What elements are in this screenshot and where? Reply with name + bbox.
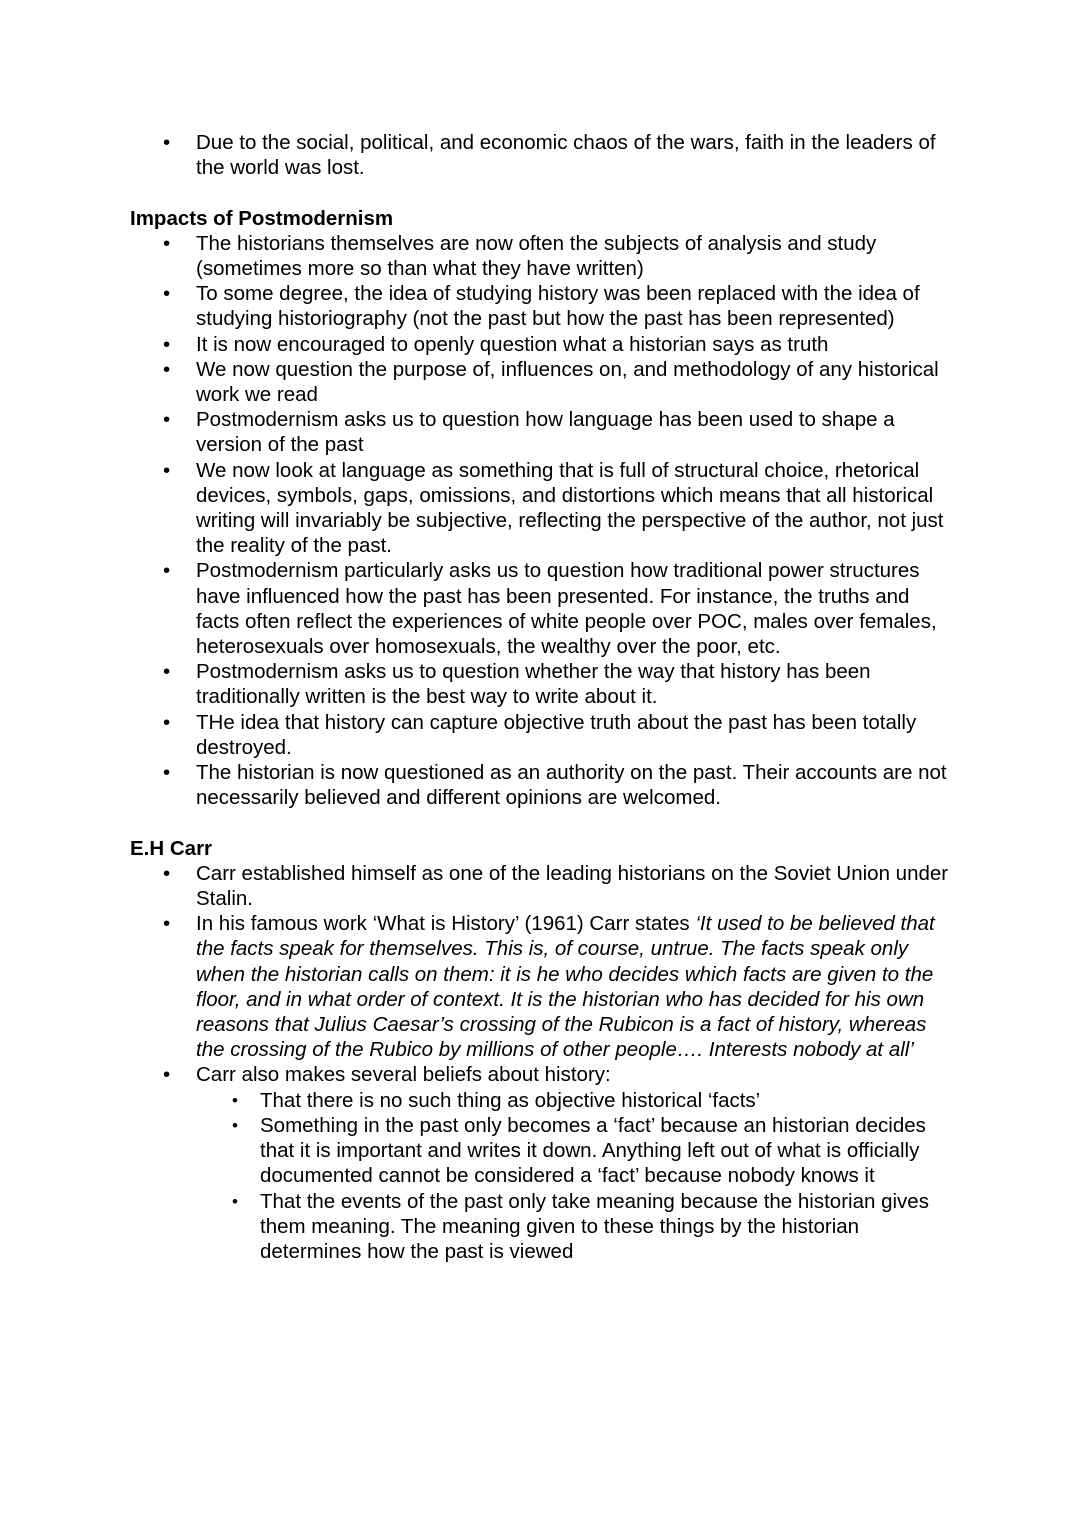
bullet-icon: • [163,660,171,684]
bullet-icon: • [163,458,171,482]
bullet-icon: • [163,912,171,936]
document-body [130,130,958,1264]
list-item [130,760,958,810]
sub-list-item-text: That there is no such thing as objective historical ‘facts’ [260,1088,761,1112]
section-heading-eh-carr: E.H Carr [130,836,213,860]
list-item [130,130,958,180]
list-item [130,710,958,760]
list-item-text: Postmodernism asks us to question how language has been used to shape a version of the past [196,408,895,457]
list-item [130,458,958,559]
sub-list-item [196,1088,958,1113]
list-item-text: The historians themselves are now often the subjects of analysis and study (sometimes more so than what they have written) [196,231,877,280]
bullet-icon: • [163,231,171,255]
list-item-text: Postmodernism particularly asks us to question how traditional power structures have influenced how the past has been presented. For instance, the truths and facts often reflect the experiences of white people over POC, males over females, heterosexuals over homosexuals, the wealthy over the poor, etc. [196,559,937,659]
list-item [130,659,958,709]
bullet-icon: • [163,131,171,154]
list-item-text: It is now encouraged to openly question what a historian says as truth [196,332,829,356]
paragraph-spacer [130,810,958,835]
list-item-text: THe idea that history can capture objective truth about the past has been totally destroyed. [196,710,917,759]
bullet-icon: • [163,332,171,356]
list-item-carr-quote [130,911,958,1062]
bullet-icon: • [163,861,171,885]
bullet-icon: • [232,1090,238,1110]
bullet-icon: • [163,559,171,583]
list-item [130,357,958,407]
list-item-text: Due to the social, political, and economic chaos of the wars, faith in the leaders of the world was lost. [196,131,936,180]
eh-carr-bullet-list [130,861,958,1264]
list-item [130,558,958,659]
list-item-text: Postmodernism asks us to question whether the way that history has been traditionally written is the best way to write about it. [196,660,871,709]
carr-beliefs-sub-list [196,1088,958,1264]
list-item-text: The historian is now questioned as an authority on the past. Their accounts are not necessarily believed and different opinions are welcomed. [196,761,947,810]
list-item [130,332,958,357]
bullet-icon: • [232,1115,238,1135]
bullet-icon: • [232,1191,238,1211]
bullet-icon: • [163,408,171,432]
list-item [130,281,958,331]
list-item [130,407,958,457]
intro-bullet-list [130,130,958,180]
bullet-icon: • [163,761,171,785]
list-item-text: To some degree, the idea of studying history was been replaced with the idea of studying historiography (not the past but how the past has been represented) [196,282,920,331]
list-item-text: We now look at language as something that is full of structural choice, rhetorical devices, symbols, gaps, omissions, and distortions which means that all historical writing will invariably be subjective, reflecting the perspective of the author, not just the reality of the past. [196,458,944,558]
list-item-text: We now question the purpose of, influences on, and methodology of any historical work we read [196,357,939,407]
bullet-icon: • [163,710,171,734]
sub-list-item [196,1113,958,1189]
section-heading-impacts-of-postmodernism: Impacts of Postmodernism [130,206,394,230]
sub-list-item [196,1189,958,1265]
paragraph-spacer [130,180,958,205]
quote-lead-text: In his famous work ‘What is History’ (1961) Carr states [196,912,696,936]
impacts-of-postmodernism-bullet-list [130,231,958,811]
bullet-icon: • [163,357,171,381]
bullet-icon: • [163,1063,171,1087]
sub-list-item-text: Something in the past only becomes a ‘fact’ because an historian decides that it is important and writes it down. Anything left out of what is officially documented cannot be considered a ‘fact’ because nobody knows it [260,1113,926,1188]
list-item [130,861,958,911]
list-item-text: Carr also makes several beliefs about history: [196,1063,611,1087]
list-item-carr-beliefs [130,1062,958,1264]
sub-list-item-text: That the events of the past only take meaning because the historian gives them meaning. The meaning given to these things by the historian determines how the past is viewed [260,1189,929,1263]
list-item-text: Carr established himself as one of the leading historians on the Soviet Union under Stalin. [196,861,949,911]
list-item [130,231,958,281]
list-item-text [196,911,958,1062]
bullet-icon: • [163,282,171,306]
carr-quotation-text: ‘It used to be believed that the facts speak for themselves. This is, of course, untrue. The facts speak only when the historian calls on them: it is he who decides which facts are given to the floor, and in what order of context. It is the historian who has decided for his own reasons that Julius Caesar’s crossing of the Rubicon is a fact of history, whereas the crossing of the Rubico by millions of other people…. Interests nobody at all’ [196,912,935,1062]
